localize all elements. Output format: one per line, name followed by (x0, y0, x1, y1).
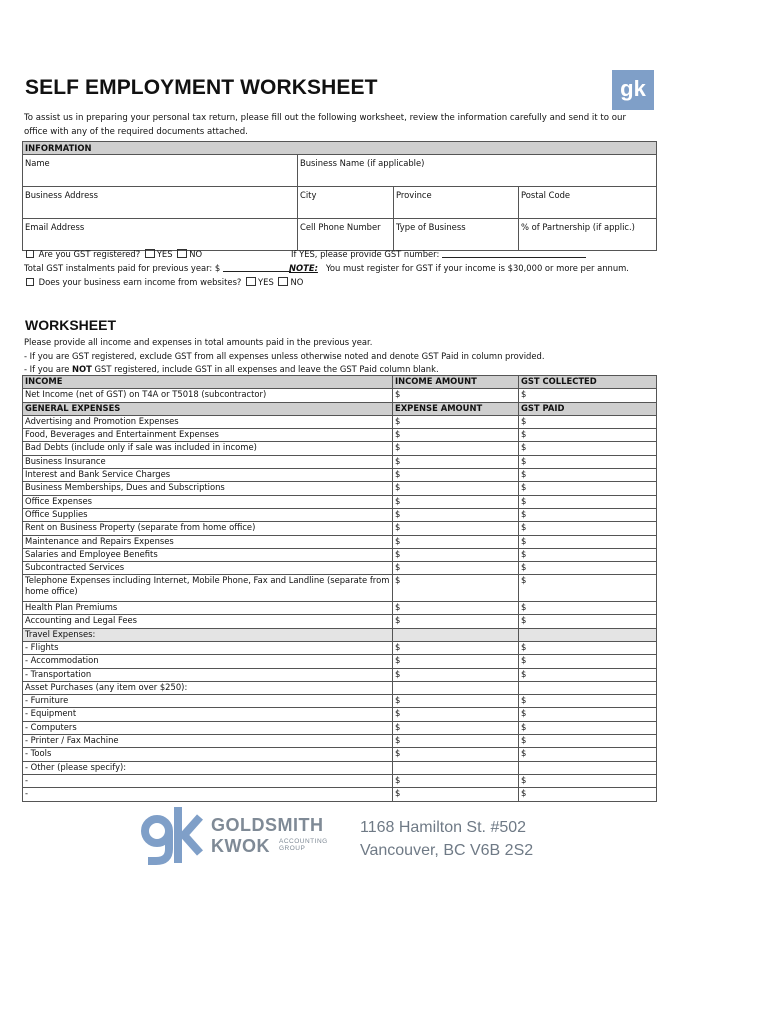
asset-item-label: - Equipment (23, 708, 393, 721)
table-row (23, 615, 657, 628)
gst-instalments-input[interactable] (223, 263, 291, 272)
gst-cell[interactable]: $ (519, 562, 657, 575)
table-row (23, 508, 657, 521)
income-amount-header: INCOME AMOUNT (393, 376, 519, 389)
page-title: SELF EMPLOYMENT WORKSHEET (25, 76, 378, 99)
travel-item-label: - Flights (23, 641, 393, 654)
gst-cell[interactable]: $ (519, 641, 657, 654)
websites-question: Does your business earn income from websites? (38, 277, 242, 287)
amount-cell[interactable]: $ (393, 721, 519, 734)
amount-cell[interactable]: $ (393, 482, 519, 495)
address-line-2: Vancouver, BC V6B 2S2 (360, 842, 534, 859)
gst-cell[interactable]: $ (519, 575, 657, 602)
gst-cell[interactable]: $ (519, 735, 657, 748)
gst-cell[interactable]: $ (519, 748, 657, 761)
information-table (22, 141, 657, 251)
expense-label: Interest and Bank Service Charges (23, 469, 393, 482)
amount-cell[interactable] (393, 628, 519, 641)
gst-yes-checkbox[interactable] (145, 249, 155, 258)
gst-cell[interactable] (519, 761, 657, 774)
gst-number-line (291, 249, 586, 259)
gst-cell[interactable]: $ (519, 695, 657, 708)
websites-no-checkbox[interactable] (278, 277, 288, 286)
travel-expenses-label: Travel Expenses: (23, 628, 393, 641)
information-section-label: INFORMATION (23, 142, 657, 155)
table-row (23, 788, 657, 801)
city-field[interactable]: City (298, 187, 394, 219)
gst-cell[interactable]: $ (519, 455, 657, 468)
amount-cell[interactable]: $ (393, 668, 519, 681)
gst-no-label: NO (189, 249, 203, 259)
gst-registered-checkbox[interactable] (26, 250, 34, 258)
expense-label: Food, Beverages and Entertainment Expenses (23, 429, 393, 442)
postal-code-field[interactable]: Postal Code (519, 187, 657, 219)
amount-cell[interactable]: $ (393, 735, 519, 748)
gst-cell[interactable]: $ (519, 602, 657, 615)
table-row (23, 602, 657, 615)
amount-cell[interactable]: $ (393, 442, 519, 455)
worksheet-line-3-bold: NOT (72, 364, 92, 374)
asset-item-label: - Computers (23, 721, 393, 734)
gst-instalments-label: Total GST instalments paid for previous year: $ (24, 263, 221, 273)
table-row (23, 721, 657, 734)
amount-cell[interactable]: $ (393, 655, 519, 668)
expense-label: Business Memberships, Dues and Subscriptions (23, 482, 393, 495)
asset-item-label: - Printer / Fax Machine (23, 735, 393, 748)
general-expenses-header: GENERAL EXPENSES (23, 402, 393, 415)
gst-yes-label: YES (156, 249, 173, 259)
expense-label: Office Supplies (23, 508, 393, 521)
expense-label: Office Expenses (23, 495, 393, 508)
gst-cell[interactable]: $ (519, 708, 657, 721)
table-row (23, 735, 657, 748)
amount-cell[interactable]: $ (393, 455, 519, 468)
expense-label: Telephone Expenses including Internet, Mobile Phone, Fax and Landline (separate from home office) (23, 575, 393, 602)
websites-checkbox[interactable] (26, 278, 34, 286)
expense-label: Advertising and Promotion Expenses (23, 415, 393, 428)
gst-cell[interactable]: $ (519, 415, 657, 428)
worksheet-table (22, 375, 657, 802)
gst-cell[interactable]: $ (519, 469, 657, 482)
table-row (23, 668, 657, 681)
table-row (23, 482, 657, 495)
note-label: NOTE: (289, 263, 318, 273)
worksheet-line-1: Please provide all income and expenses in total amounts paid in the previous year. (24, 337, 373, 347)
gst-cell[interactable]: $ (519, 721, 657, 734)
gst-cell[interactable] (519, 628, 657, 641)
worksheet-line-2: - If you are GST registered, exclude GST from all expenses unless otherwise noted and denote GST Paid in column provided. (24, 350, 545, 361)
expense-label: Health Plan Premiums (23, 602, 393, 615)
gst-cell[interactable]: $ (519, 429, 657, 442)
net-income-amount[interactable]: $ (393, 389, 519, 402)
table-row (23, 655, 657, 668)
gst-number-input[interactable] (442, 249, 586, 258)
worksheet-instructions (24, 336, 545, 377)
amount-cell[interactable]: $ (393, 522, 519, 535)
company-sub-1: ACCOUNTING (279, 838, 328, 845)
amount-cell[interactable]: $ (393, 535, 519, 548)
expense-amount-header: EXPENSE AMOUNT (393, 402, 519, 415)
gst-registered-line (24, 249, 202, 259)
gst-number-label: If YES, please provide GST number: (291, 249, 440, 259)
note-text: You must register for GST if your income is $30,000 or more per annum. (325, 263, 629, 273)
email-address-field[interactable]: Email Address (23, 219, 298, 251)
amount-cell[interactable]: $ (393, 774, 519, 787)
travel-item-label: - Transportation (23, 668, 393, 681)
table-row (23, 535, 657, 548)
table-row (23, 641, 657, 654)
gk-logo-icon: gk (612, 70, 654, 110)
amount-cell[interactable]: $ (393, 429, 519, 442)
amount-cell[interactable]: $ (393, 615, 519, 628)
gst-cell[interactable]: $ (519, 788, 657, 801)
amount-cell[interactable]: $ (393, 641, 519, 654)
table-row (23, 548, 657, 561)
worksheet-line-3-post: GST registered, include GST in all expenses and leave the GST Paid column blank. (91, 364, 439, 374)
amount-cell[interactable]: $ (393, 602, 519, 615)
company-name-line-2: KWOK (211, 836, 270, 856)
intro-paragraph: To assist us in preparing your personal tax return, please fill out the following worksheet, review the information carefully and send it to our office with any of the required documents attached. (24, 113, 626, 137)
other-item-label: - (23, 788, 393, 801)
table-row (23, 708, 657, 721)
amount-cell[interactable]: $ (393, 495, 519, 508)
table-row (23, 495, 657, 508)
amount-cell[interactable] (393, 761, 519, 774)
gst-cell[interactable]: $ (519, 442, 657, 455)
goldsmith-kwok-logo-icon (140, 805, 206, 867)
asset-item-label: - Tools (23, 748, 393, 761)
table-row (23, 628, 657, 641)
asset-item-label: - Furniture (23, 695, 393, 708)
net-income-label: Net Income (net of GST) on T4A or T5018 (subcontractor) (23, 389, 393, 402)
gst-cell[interactable]: $ (519, 508, 657, 521)
amount-cell[interactable]: $ (393, 788, 519, 801)
amount-cell[interactable]: $ (393, 562, 519, 575)
expense-label: Maintenance and Repairs Expenses (23, 535, 393, 548)
income-header: INCOME (23, 376, 393, 389)
expense-label: Business Insurance (23, 455, 393, 468)
table-row (23, 575, 657, 602)
expense-label: Accounting and Legal Fees (23, 615, 393, 628)
type-of-business-field[interactable]: Type of Business (394, 219, 519, 251)
gst-collected-header: GST COLLECTED (519, 376, 657, 389)
worksheet-title: WORKSHEET (25, 317, 116, 333)
gst-registered-question: Are you GST registered? (38, 249, 141, 259)
travel-item-label: - Accommodation (23, 655, 393, 668)
partnership-field[interactable]: % of Partnership (if applic.) (519, 219, 657, 251)
amount-cell[interactable]: $ (393, 695, 519, 708)
company-subtitle (279, 838, 328, 852)
amount-cell[interactable]: $ (393, 508, 519, 521)
gst-cell[interactable]: $ (519, 495, 657, 508)
gst-cell[interactable]: $ (519, 774, 657, 787)
gst-cell[interactable]: $ (519, 668, 657, 681)
amount-cell[interactable]: $ (393, 708, 519, 721)
table-row (23, 429, 657, 442)
websites-yes-checkbox[interactable] (246, 277, 256, 286)
table-row (23, 442, 657, 455)
gst-cell[interactable]: $ (519, 548, 657, 561)
websites-no-label: NO (290, 277, 304, 287)
amount-cell[interactable]: $ (393, 415, 519, 428)
table-row (23, 522, 657, 535)
address-line-1: 1168 Hamilton St. #502 (360, 819, 527, 836)
gst-paid-header: GST PAID (519, 402, 657, 415)
gst-no-checkbox[interactable] (177, 249, 187, 258)
websites-yes-label: YES (258, 277, 274, 287)
business-address-field[interactable]: Business Address (23, 187, 298, 219)
other-label: - Other (please specify): (23, 761, 393, 774)
expense-label: Subcontracted Services (23, 562, 393, 575)
amount-cell[interactable] (393, 681, 519, 694)
gst-cell[interactable]: $ (519, 615, 657, 628)
gst-cell[interactable]: $ (519, 482, 657, 495)
table-row (23, 695, 657, 708)
table-row (23, 562, 657, 575)
expense-label: Bad Debts (include only if sale was included in income) (23, 442, 393, 455)
table-row (23, 774, 657, 787)
expense-label: Rent on Business Property (separate from home office) (23, 522, 393, 535)
gst-cell[interactable] (519, 681, 657, 694)
amount-cell[interactable]: $ (393, 469, 519, 482)
websites-line (24, 277, 303, 287)
expense-label: Salaries and Employee Benefits (23, 548, 393, 561)
company-sub-2: GROUP (279, 845, 306, 852)
gst-cell[interactable]: $ (519, 522, 657, 535)
gst-cell[interactable]: $ (519, 655, 657, 668)
table-row (23, 455, 657, 468)
table-row (23, 469, 657, 482)
business-name-field[interactable]: Business Name (if applicable) (298, 155, 657, 187)
other-item-label: - (23, 774, 393, 787)
gst-instalments-line (24, 263, 291, 273)
table-row (23, 681, 657, 694)
table-row (23, 415, 657, 428)
gst-cell[interactable]: $ (519, 535, 657, 548)
cell-phone-field[interactable]: Cell Phone Number (298, 219, 394, 251)
table-row (23, 761, 657, 774)
gst-note-line (289, 263, 629, 273)
asset-purchases-label: Asset Purchases (any item over $250): (23, 681, 393, 694)
worksheet-line-3-pre: - If you are (24, 364, 73, 374)
company-address (360, 816, 533, 862)
company-name-line-1: GOLDSMITH (211, 815, 324, 835)
net-income-gst[interactable]: $ (519, 389, 657, 402)
name-field[interactable]: Name (23, 155, 298, 187)
province-field[interactable]: Province (394, 187, 519, 219)
table-row (23, 748, 657, 761)
amount-cell[interactable]: $ (393, 548, 519, 561)
amount-cell[interactable]: $ (393, 748, 519, 761)
amount-cell[interactable]: $ (393, 575, 519, 602)
